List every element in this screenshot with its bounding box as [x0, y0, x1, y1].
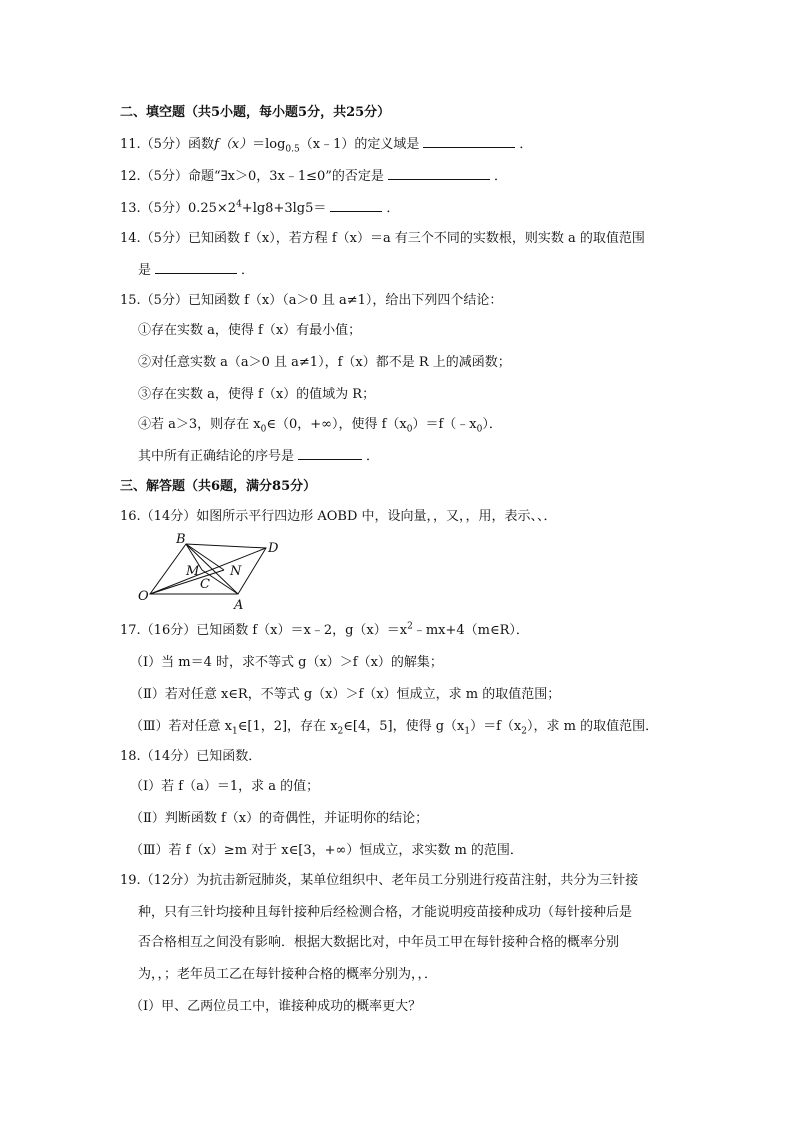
- answer-blank[interactable]: [155, 260, 237, 274]
- answer-blank[interactable]: [388, 166, 490, 180]
- label-n: N: [230, 564, 242, 579]
- label-m: M: [186, 564, 200, 579]
- answer-blank[interactable]: [330, 198, 382, 212]
- answer-blank[interactable]: [298, 446, 362, 460]
- question-17-p3: （Ⅲ）若对任意 $x_1\in[1$，2]，存在 $x_2\in[4$，5]，使得 $g(x_1)=f(x_2)$，求 m 的取值范围．: [130, 719, 659, 737]
- question-14-line2: 是 ．: [138, 260, 254, 280]
- question-15-c2: ②对任意实数 a（a＞0 且 a≠1），f（x）都不是 R 上的减函数；: [138, 355, 511, 370]
- question-17: 17.（16分）已知函数 f（x）＝x﹣2，$g(x)=x^2﹣mx+4(m\in R)$．: [120, 621, 529, 638]
- question-15-line1: 15.（5分）已知函数 f（x）（a＞0 且 a≠1），给出下列四个结论：: [120, 293, 503, 308]
- question-18-p1: （Ⅰ）若 f（a）＝1，求 a 的值；: [130, 779, 320, 794]
- section-header-fill: 二、填空题（共5小题，每小题5分，共25分）: [120, 105, 391, 120]
- question-17-p2: （Ⅱ）若对任意 x∈R，不等式 g（x）＞f（x）恒成立，求 m 的取值范围；: [130, 687, 561, 702]
- question-19-line4: 为，，；老年员工乙在每针接种合格的概率分别为，，．: [138, 967, 438, 982]
- question-18-p3: （Ⅲ）若 f（x）≥m 对于 x∈[3，+∞）恒成立，求实数 m 的范围．: [130, 843, 523, 858]
- question-17-p1: （Ⅰ）当 m＝4 时，求不等式 g（x）＞f（x）的解集；: [130, 655, 443, 670]
- question-19-line3: 否合格相互之间没有影响．根据大数据比对，中年员工甲在每针接种合格的概率分别: [138, 935, 620, 950]
- question-18-p2: （Ⅱ）判断函数 f（x）的奇偶性，并证明你的结论；: [130, 811, 429, 826]
- question-19-line2: 种，只有三针均接种且每针接种后经检测合格，才能说明疫苗接种成功（每针接种后是: [138, 905, 633, 920]
- label-b: B: [176, 532, 186, 547]
- question-19-p1: （Ⅰ）甲、乙两位员工中，谁接种成功的概率更大？: [130, 999, 422, 1014]
- label-o: O: [138, 589, 149, 604]
- label-a: A: [234, 598, 244, 613]
- question-13: 13.（5分）$0.25\times 2^4+\lg 8+3\lg 5=$ ．: [120, 199, 400, 216]
- question-19-line1: 19.（12分）为抗击新冠肺炎，某单位组织中、老年员工分别进行疫苗注射，共分为三针接: [120, 873, 639, 888]
- question-15-c3: ③存在实数 a，使得 f（x）的值域为 R；: [138, 387, 376, 402]
- question-15-c4: ④若 a＞3，则存在 $x_0\in(0$，+∞），使得 $f(x_0)=f(﹣x_0)$．: [138, 417, 502, 435]
- label-c: C: [200, 577, 210, 592]
- question-12: 12.（5分）命题“∃x＞0，3x﹣1≤0”的否定是 ．: [120, 166, 507, 186]
- section-header-answer: 三、解答题（共6题，满分85分）: [120, 479, 317, 494]
- question-16: 16.（14分）如图所示平行四边形 AOBD 中，设向量，，又，，用，表示、、．: [120, 509, 557, 524]
- question-18: 18.（14分）已知函数．: [120, 749, 262, 764]
- question-11: 11.（5分）函数$f(x)=\log_{0.5}(x﹣1)$的定义域是 ．: [120, 134, 532, 154]
- answer-blank[interactable]: [423, 134, 515, 148]
- question-14-line1: 14.（5分）已知函数 f（x），若方程 f（x）＝a 有三个不同的实数根，则实数 a 的取值范围: [120, 231, 645, 246]
- question-15-last: 其中所有正确结论的序号是 ．: [138, 446, 379, 466]
- label-d: D: [268, 541, 279, 556]
- parallelogram-figure: [130, 532, 290, 614]
- question-15-c1: ①存在实数 a，使得 f（x）有最小值；: [138, 323, 362, 338]
